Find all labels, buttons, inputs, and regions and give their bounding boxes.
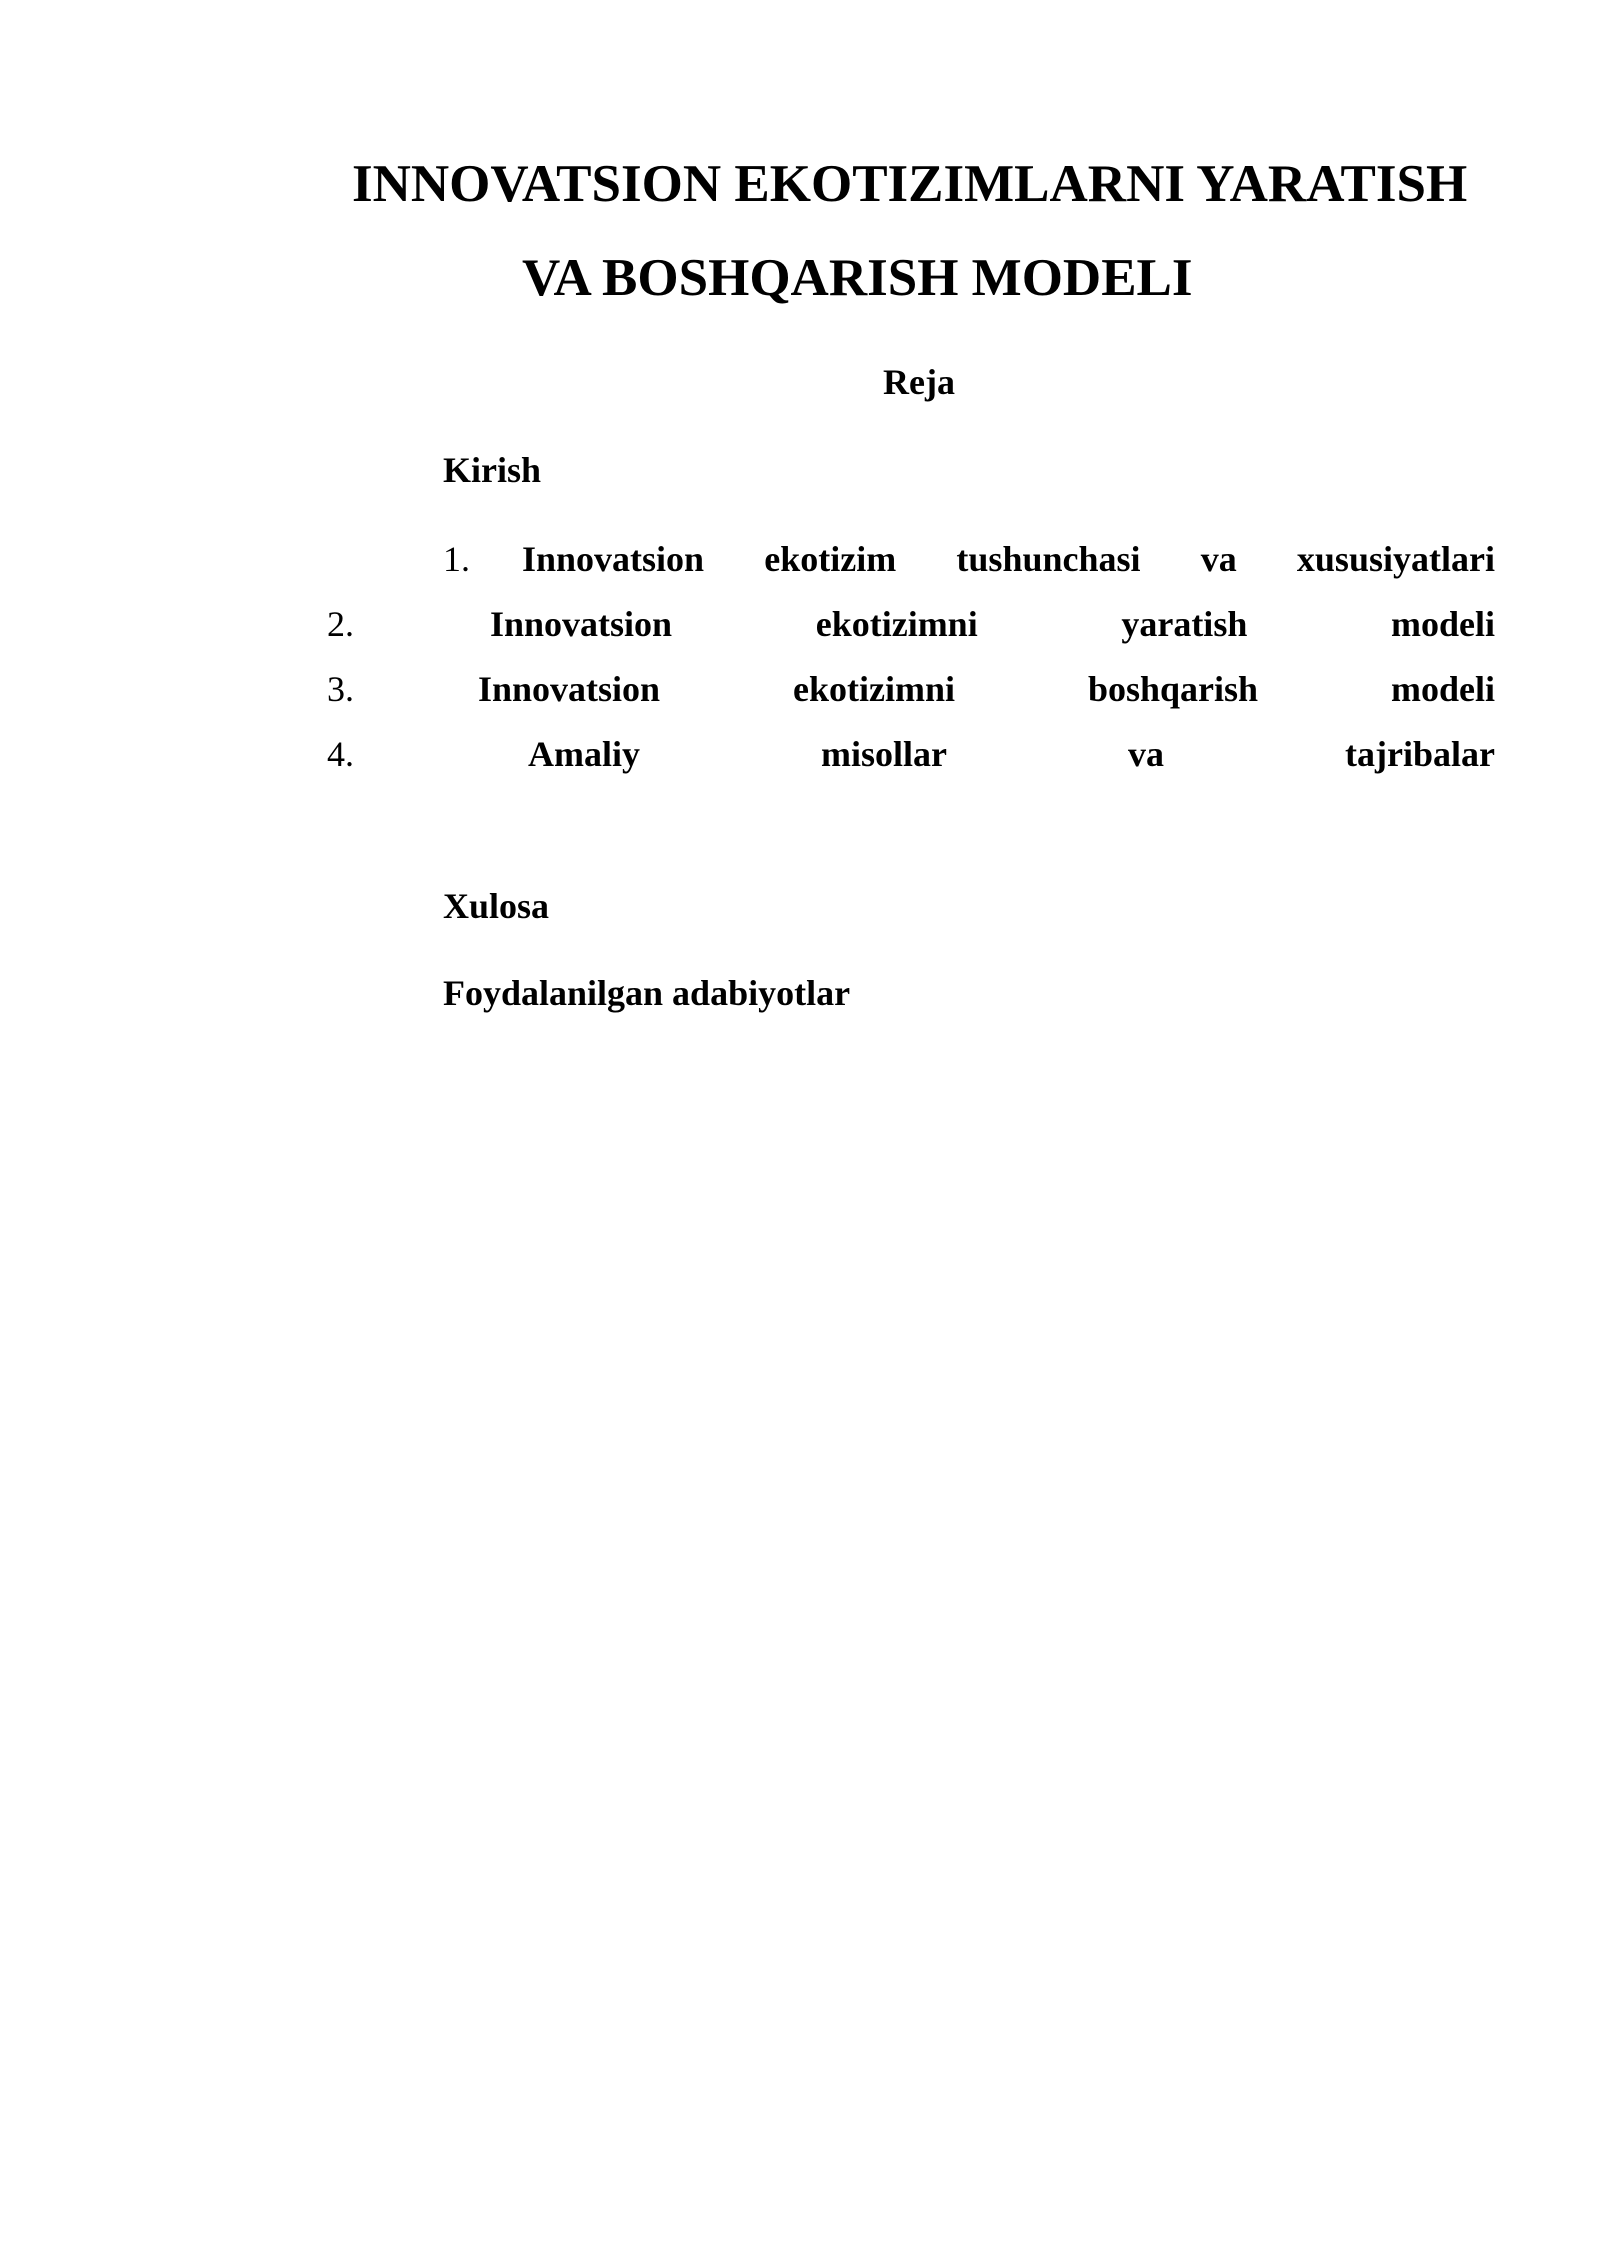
toc-item-number: 2. [327, 604, 354, 644]
toc-word: va [1128, 734, 1165, 774]
toc-word: ekotizim [764, 539, 897, 579]
toc-item-text [490, 602, 1495, 646]
toc-word: Innovatsion [490, 604, 673, 644]
toc-word: modeli [1390, 669, 1495, 709]
toc-word: yaratish [1121, 604, 1248, 644]
toc-item-number: 4. [327, 734, 354, 774]
toc-item-text [528, 732, 1495, 776]
document-title-line-2: VA BOSHQARISH MODELI [522, 249, 1193, 307]
conclusion-heading: Xulosa [443, 886, 550, 926]
toc-word: tushunchasi [956, 539, 1141, 579]
toc-item-number: 3. [327, 669, 354, 709]
toc-item-text [478, 667, 1495, 711]
toc-word: Innovatsion [478, 669, 661, 709]
toc-word: misollar [821, 734, 947, 774]
intro-heading: Kirish [443, 450, 542, 490]
toc-item-number: 1. [443, 539, 470, 579]
toc-item-4 [0, 732, 1600, 776]
toc-word: ekotizimni [815, 604, 978, 644]
plan-heading: Reja [883, 362, 955, 402]
toc-item-2 [0, 602, 1600, 646]
toc-word: tajribalar [1345, 734, 1495, 774]
toc-item-1 [0, 537, 1600, 581]
toc-word: modeli [1390, 604, 1495, 644]
document-title-line-1: INNOVATSION EKOTIZIMLARNI YARATISH [352, 155, 1468, 213]
toc-word: Amaliy [528, 734, 640, 774]
toc-word: ekotizimni [793, 669, 955, 709]
references-heading: Foydalanilgan adabiyotlar [443, 973, 851, 1013]
toc-item-3 [0, 667, 1600, 711]
toc-word: boshqarish [1087, 669, 1259, 709]
toc-word: va [1200, 539, 1237, 579]
toc-word: xususiyatlari [1296, 539, 1495, 579]
toc-item-text [522, 537, 1495, 581]
toc-word: Innovatsion [522, 539, 705, 579]
